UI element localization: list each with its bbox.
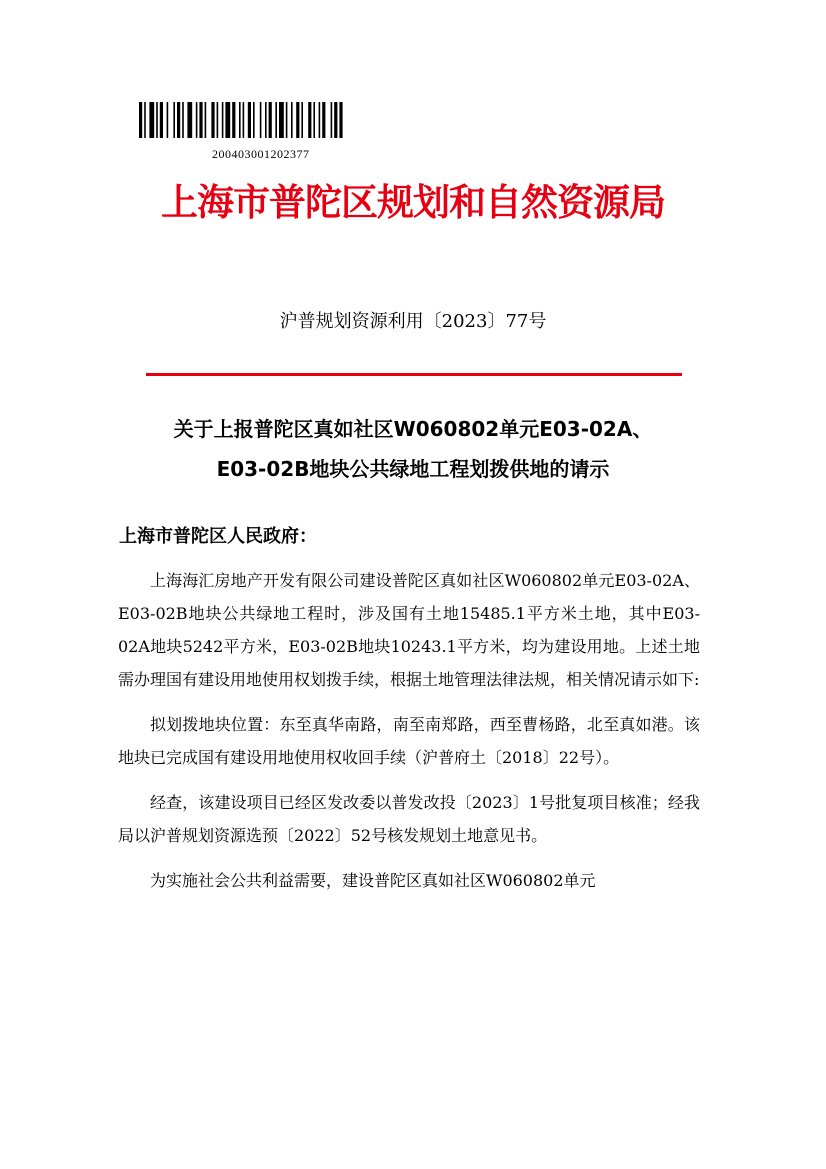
document-title: [100, 409, 726, 489]
document-number: 沪普规划资源利用〔2023〕77号: [279, 311, 547, 332]
barcode-number: 200403001202377: [212, 147, 310, 161]
document-title-line-2: E03-02B地块公共绿地工程划拨供地的请示: [216, 457, 610, 481]
barcode: [139, 102, 421, 138]
document-title-line-1: 关于上报普陀区真如社区W060802单元E03-02A、: [173, 417, 653, 441]
recipient: 上海市普陀区人民政府：: [119, 526, 317, 547]
red-divider: [146, 373, 682, 376]
paragraph: 上海海汇房地产开发有限公司建设普陀区真如社区W060802单元E03-02A、E03-02B地块公共绿地工程时，涉及国有土地15485.1平方米土地，其中E03-02A地块5242平方米，E03-02B地块10243.1平方米，均为建设用地。上述土地需办理国有建设用地使用权划拨手续，根据土地管理法律法规，相关情况请示如下:: [118, 571, 700, 689]
paragraph: 为实施社会公共利益需要，建设普陀区真如社区W060802单元: [150, 871, 596, 890]
org-title: 上海市普陀区规划和自然资源局: [161, 180, 665, 224]
body-text: [118, 564, 700, 909]
paragraph: 经查，该建设项目已经区发改委以普发改投〔2023〕1号批复项目核准；经我局以沪普规划资源选预〔2022〕52号核发规划土地意见书。: [118, 793, 700, 845]
paragraph: 拟划拨地块位置：东至真华南路，南至南郑路，西至曹杨路，北至真如港。该地块已完成国有建设用地使用权收回手续（沪普府土〔2018〕22号）。: [118, 715, 700, 767]
